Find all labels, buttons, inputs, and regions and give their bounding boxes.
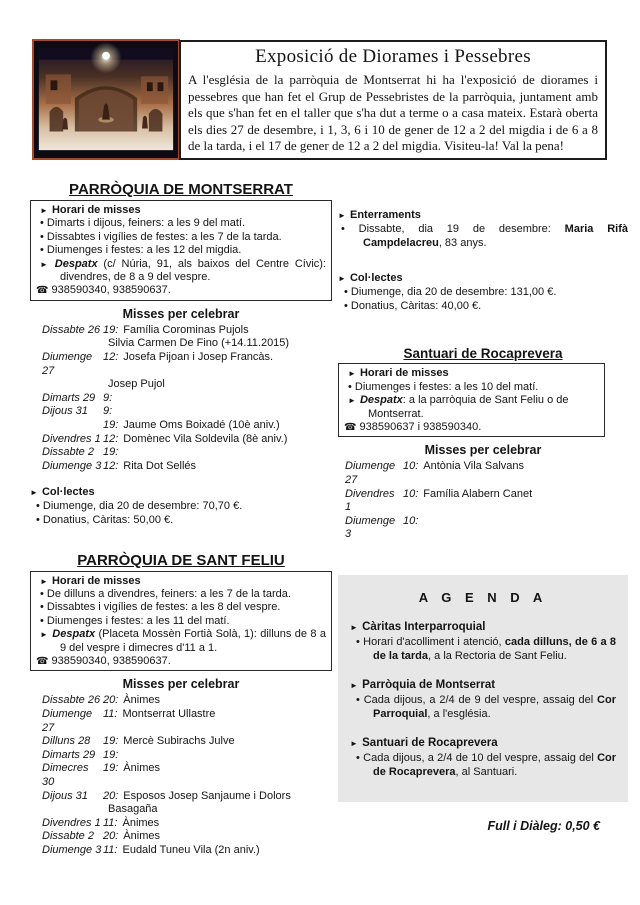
bullet-icon: • xyxy=(344,286,348,299)
mass-day: Dimarts 29 xyxy=(42,748,96,761)
right-collectes xyxy=(338,271,628,313)
mass-intention: Mercè Subirachs Julve xyxy=(123,735,235,748)
mass-day: Diumenge 27 xyxy=(42,708,93,734)
mass-intention: Eudald Tuneu Vila (2n aniv.) xyxy=(122,843,260,856)
mass-time: 12: xyxy=(103,459,119,472)
collectes-heading: ► Col·lectes xyxy=(338,272,403,285)
price-note: Full i Diàleg: 0,50 € xyxy=(487,818,600,833)
agenda-section xyxy=(350,736,616,779)
mass-row xyxy=(30,324,332,338)
schedule-items xyxy=(36,217,326,257)
diorama-photo xyxy=(32,39,180,160)
despatx-line: ► Despatx: a la parròquia de Sant Feliu o de Montserrat. xyxy=(348,394,569,420)
arrow-icon: ► xyxy=(338,211,347,220)
left-column xyxy=(30,181,332,858)
mass-row xyxy=(30,460,332,474)
enterraments-block xyxy=(338,208,628,250)
mass-row xyxy=(30,392,332,406)
arrow-icon: ► xyxy=(348,369,357,379)
phone-line: ☎ 938590637 i 938590340. xyxy=(344,421,482,433)
agenda-heading: A G E N D A xyxy=(418,589,548,605)
mass-intention: Josefa Pijoan i Josep Francàs. xyxy=(123,351,274,364)
rocaprevera-masses-heading: Misses per celebrar xyxy=(424,443,542,458)
despatx-line: ► Despatx (c/ Núria, 91, als baixos del Centre Cívic): divendres, de 8 a 9 del vespre. xyxy=(40,257,326,284)
mass-intention: Jaume Oms Boixadé (10è aniv.) xyxy=(123,419,280,431)
mass-intention: Basagaña xyxy=(108,803,158,816)
arrow-icon: ► xyxy=(348,396,357,406)
mass-row xyxy=(30,817,332,831)
mass-time: 19: xyxy=(103,748,119,761)
mass-intention: Antònia Vila Salvans xyxy=(423,460,524,473)
arrow-icon: ► xyxy=(338,274,347,284)
rocaprevera-schedule-box xyxy=(338,363,605,437)
mass-day: Diumenge 3 xyxy=(345,514,396,541)
mass-intention: Montserrat Ullastre xyxy=(122,708,216,720)
mass-time: 20: xyxy=(103,830,119,843)
mass-day: Dilluns 28 xyxy=(42,735,91,748)
mass-time: 19: xyxy=(103,735,119,748)
mass-day: Divendres 1 xyxy=(42,432,101,445)
mass-intention: Ànimes xyxy=(123,762,160,775)
agenda-section-item: • Cada dijous, a 2/4 de 9 del vespre, assaig del Cor Parroquial, a l'església. xyxy=(356,693,616,720)
bullet-icon: • xyxy=(40,587,44,600)
arrow-icon: ► xyxy=(40,206,49,215)
exposition-title: Exposició de Diorames i Pessebres xyxy=(255,46,531,67)
montserrat-collectes xyxy=(30,485,332,527)
mass-intention: Rita Dot Sellés xyxy=(123,459,197,472)
mass-time: 19: xyxy=(103,419,119,431)
mass-day: Divendres 1 xyxy=(42,816,101,829)
agenda-section-item: • Horari d'acolliment i atenció, cada dilluns, de 6 a 8 de la tarda, a la Rectoria de Sant Feliu. xyxy=(356,635,617,662)
santfeliu-masses-heading: Misses per celebrar xyxy=(122,677,240,692)
mass-day: Diumenge 3 xyxy=(42,459,102,472)
mass-day: Dijous 31 xyxy=(42,405,88,418)
mass-row xyxy=(30,405,332,419)
mass-row xyxy=(30,762,332,789)
mass-time: 9: xyxy=(103,391,113,404)
agenda-section xyxy=(350,620,616,663)
santfeliu-title: PARRÒQUIA DE SANT FELIU xyxy=(77,551,285,569)
phone-line: ☎ 938590340, 938590637. xyxy=(36,284,171,297)
phone-line: ☎ 938590340, 938590637. xyxy=(36,655,171,667)
bullet-icon: • xyxy=(40,217,44,230)
phone-icon: ☎ xyxy=(36,285,49,297)
mass-row xyxy=(30,735,332,749)
mass-time: 19: xyxy=(103,762,119,775)
mass-row xyxy=(338,488,628,515)
agenda-section-title: ► Càritas Interparroquial xyxy=(350,620,486,633)
mass-time: 19: xyxy=(103,323,119,336)
mass-intention: Josep Pujol xyxy=(108,378,165,391)
mass-day xyxy=(30,337,103,351)
mass-time: 10: xyxy=(403,460,419,473)
mass-time: 11: xyxy=(103,816,118,829)
mass-row xyxy=(30,446,332,460)
mass-row xyxy=(30,351,332,378)
mass-row xyxy=(30,694,332,708)
mass-time: 12: xyxy=(103,432,119,445)
mass-time: 20: xyxy=(103,789,119,802)
rocaprevera-masses-list xyxy=(338,460,628,542)
bullet-icon: • xyxy=(356,693,360,706)
mass-day xyxy=(30,803,103,817)
schedule-item: • Dimarts i dijous, feiners: a les 9 del matí. xyxy=(40,217,245,230)
bullet-icon: • xyxy=(36,513,40,526)
collecte-item: • Diumenge, dia 20 de desembre: 70,70 €. xyxy=(36,500,243,513)
mass-row xyxy=(30,708,332,735)
phone-icon: ☎ xyxy=(344,422,357,433)
mass-intention: Família Alabern Canet xyxy=(423,487,533,500)
collectes-items xyxy=(30,500,332,527)
mass-time: 11: xyxy=(103,843,118,856)
bullet-icon: • xyxy=(36,500,40,513)
collecte-item: • Donatius, Càritas: 40,00 €. xyxy=(344,299,482,312)
mass-time: 11: xyxy=(103,708,118,720)
schedule-items xyxy=(344,381,599,394)
collectes-heading: ► Col·lectes xyxy=(30,486,95,499)
arrow-icon: ► xyxy=(350,738,359,748)
mass-time: 20: xyxy=(103,694,119,707)
schedule-item: • Diumenges i festes: a les 10 del matí. xyxy=(348,380,539,393)
mass-time: 10: xyxy=(403,487,419,500)
mass-intention: Esposos Josep Sanjaume i Dolors xyxy=(123,789,291,802)
schedule-item: • Dissabtes i vigílies de festes: a les 8 del vespre. xyxy=(40,601,281,614)
mass-day: Dissabte 2 xyxy=(42,446,94,459)
agenda-sections xyxy=(350,620,616,779)
mass-row xyxy=(30,844,332,858)
mass-day xyxy=(30,378,103,392)
montserrat-schedule-box xyxy=(30,200,332,301)
mass-row xyxy=(30,749,332,763)
bullet-icon: • xyxy=(341,223,345,235)
agenda-section-item: • Cada dijous, a 2/4 de 10 del vespre, assaig del Cor de Rocaprevera, al Santuari. xyxy=(356,751,617,778)
mass-day: Dijous 31 xyxy=(42,789,88,802)
mass-intention: Família Corominas Pujols xyxy=(123,323,249,336)
santfeliu-masses-list xyxy=(30,694,332,857)
exposition-box xyxy=(179,40,607,160)
bullet-icon: • xyxy=(40,601,44,614)
agenda-section-title: ► Santuari de Rocaprevera xyxy=(350,736,498,749)
mass-row xyxy=(30,337,332,351)
phone-icon: ☎ xyxy=(36,656,49,667)
collecte-item: • Donatius, Càritas: 50,00 €. xyxy=(36,513,174,526)
mass-time: 19: xyxy=(103,446,119,459)
arrow-icon: ► xyxy=(350,680,359,690)
mass-row xyxy=(30,830,332,844)
arrow-icon: ► xyxy=(350,622,359,632)
mass-day: Dissabte 26 xyxy=(42,694,101,707)
bullet-icon: • xyxy=(356,635,360,648)
agenda-box xyxy=(338,575,628,802)
schedule-item: • Dissabtes i vigílies de festes: a les 7 de la tarda. xyxy=(40,230,282,243)
arrow-icon: ► xyxy=(40,259,49,269)
agenda-section xyxy=(350,678,616,721)
mass-intention: Ànimes xyxy=(123,694,160,707)
collecte-item: • Diumenge, dia 20 de desembre: 131,00 €. xyxy=(344,286,557,299)
mass-row xyxy=(338,460,628,487)
mass-day: Divendres 1 xyxy=(345,487,395,514)
mass-row xyxy=(30,378,332,392)
schedule-item: • De dilluns a divendres, feiners: a les 7 de la tarda. xyxy=(40,587,291,600)
bullet-icon: • xyxy=(356,751,360,764)
arrow-icon: ► xyxy=(40,576,49,586)
bullet-icon: • xyxy=(344,299,348,312)
mass-time: 12: xyxy=(103,351,119,364)
arrow-icon: ► xyxy=(30,488,39,498)
schedule-item: • Diumenges i festes: a les 11 del matí. xyxy=(40,614,230,627)
schedule-items xyxy=(36,588,326,628)
mass-row xyxy=(30,419,332,433)
montserrat-masses-heading: Misses per celebrar xyxy=(122,306,240,321)
arrow-icon: ► xyxy=(40,630,49,640)
mass-day xyxy=(30,419,103,433)
right-column xyxy=(338,200,628,833)
montserrat-masses-list xyxy=(30,324,332,474)
mass-intention: Ànimes xyxy=(122,816,160,829)
despatx-line: ► Despatx (Placeta Mossèn Fortià Solà, 1): dilluns de 8 a 9 del vespre i dimecres d'11 a 1. xyxy=(40,628,326,654)
mass-intention: Ànimes xyxy=(123,830,160,843)
mass-day: Dimarts 29 xyxy=(42,391,96,404)
mass-day: Dissabte 26 xyxy=(42,323,101,336)
mass-day: Dissabte 2 xyxy=(42,830,94,843)
mass-time: 9: xyxy=(103,405,113,418)
mass-intention: Silvia Carmen De Fino (+14.11.2015) xyxy=(108,337,290,350)
enterrament-item: • Dissabte, dia 19 de desembre: Maria Rifà Campdelacreu, 83 anys. xyxy=(341,223,628,249)
mass-intention: Domènec Vila Soldevila (8è aniv.) xyxy=(123,432,288,445)
rocaprevera-title: Santuari de Rocaprevera xyxy=(403,346,563,362)
agenda-section-title: ► Parròquia de Montserrat xyxy=(350,678,496,691)
mass-day: Diumenge 3 xyxy=(42,843,102,856)
bullet-icon: • xyxy=(348,380,352,393)
mass-row xyxy=(30,803,332,817)
mass-time: 10: xyxy=(403,514,419,527)
mass-row xyxy=(30,433,332,447)
enterraments-heading: ► Enterraments xyxy=(338,209,421,221)
schedule-heading: ► Horari de misses xyxy=(348,367,449,380)
mass-day: Diumenge 27 xyxy=(42,351,93,377)
schedule-item: • Diumenges i festes: a les 12 del migdia. xyxy=(40,244,242,257)
bullet-icon: • xyxy=(40,230,44,243)
mass-day: Diumenge 27 xyxy=(345,460,396,486)
schedule-heading: ► Horari de misses xyxy=(40,204,141,216)
santfeliu-schedule-box xyxy=(30,571,332,672)
bullet-icon: • xyxy=(40,244,44,257)
schedule-heading: ► Horari de misses xyxy=(40,574,141,587)
bullet-icon: • xyxy=(40,614,44,627)
exposition-text: A l'església de la parròquia de Montserrat hi ha l'exposició de diorames i pessebres que han fet el Grup de Pessebristes de la parròquia, juntament amb els que s'han fet en el taller que s'ha dut a terme o a casa mateix. Estarà oberta els dies 27 de desembre, i 1, 3, 6 i 10 de gener de 12 a 2 del migdia i de 6 a 8 de la tarda, i el 17 de gener de 12 a 2 del migdia. Visiteu-la! Val la pena! xyxy=(188,72,598,154)
diorama-photo-art xyxy=(34,41,178,158)
mass-row xyxy=(338,515,628,542)
collectes-items xyxy=(338,286,628,313)
montserrat-title: PARRÒQUIA DE MONTSERRAT xyxy=(69,181,293,198)
mass-row xyxy=(30,790,332,804)
mass-day: Dimecres 30 xyxy=(42,762,89,788)
